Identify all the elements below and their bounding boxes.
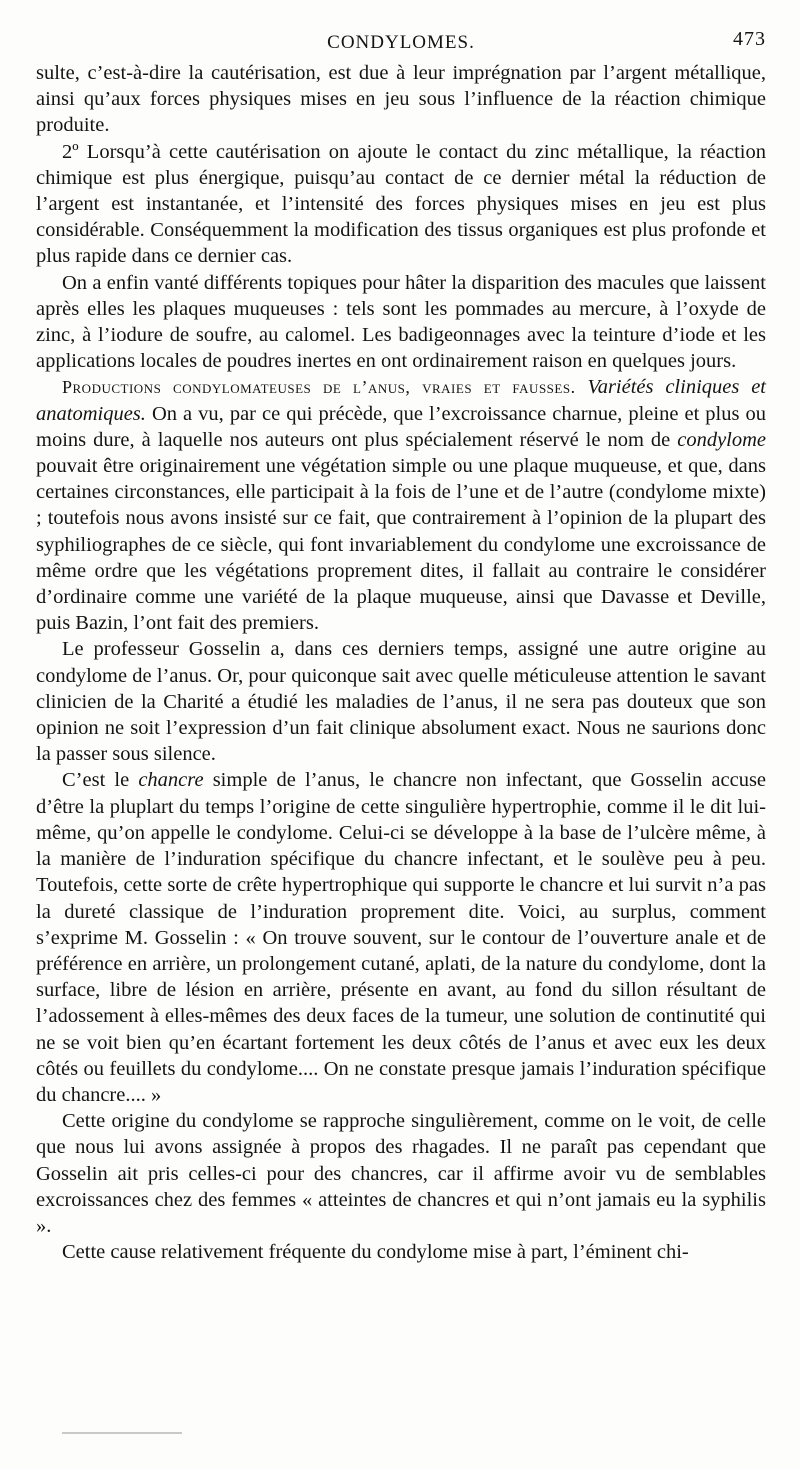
paragraph-text: simple de l’anus, le chancre non infectant, que Gosselin accuse d’être la pluplart du temps l’origine de cette singulière hypertrophie, comme il le dit lui-même, qu’on appelle le condylome. Celui-ci se développe à la base de l’ulcère même, à la manière de l’induration spécifique du chancre infectant, et le soulève peu à peu. Toutefois, cette sorte de crête hypertrophique qui supporte le chancre et lui survit n’a pas la dureté classique de l’induration proprement dite. Voici, au surplus, comment s’exprime M. Gosselin : « On trouve souvent, sur le contour de l’ouverture anale et de préférence en arrière, un prolongement cutané, aplati, de la nature du condylome, dont la surface, libre de lésion en arrière, présente en avant, au fond du sillon résultant de l’adossement à elles-mêmes des deux faces de la tumeur, une solution de continutité qui ne se voit bien qu’en écartant fortement les deux côtés de l’anus et avec eux les deux côtés ou feuillets du condylome.... On ne constate presque jamais l’induration spécifique du chancre.... » — [36, 769, 767, 1106]
print-smudge — [62, 1432, 182, 1434]
paragraph-topiques: On a enfin vanté différents topiques pour hâter la disparition des macules que laissent après elles les plaques muqueuses : tels sont les pommades au mercure, à l’oxyde de zinc, à l’iodure de soufre, au calomel. Les badigeonnages avec la teinture d’iode et les applications locales de poudres inertes en ont ordinairement raison en quelques jours. — [36, 271, 766, 373]
paragraph-point-2: 2º Lorsqu’à cette cautérisation on ajoute le contact du zinc métallique, la réaction chimique est plus énergique, puisqu’au contact de ce dernier métal la réduction de l’argent est instantanée, et l’intensité des forces physiques mises en jeu est plus considérable. Conséquemment la modification des tissus organiques est plus profonde et plus rapide dans ce dernier cas. — [36, 140, 766, 268]
paragraph-productions-condylomateuses — [36, 374, 766, 636]
paragraph-text: pouvait être originairement une végétation simple ou une plaque muqueuse, et que, dans certaines circonstances, elle participait à la fois de l’une et de l’autre (condylome mixte) ; toutefois nous avons insisté sur ce fait, que contrairement à l’opinion de la plupart des syphiliographes de ce siècle, qui font invariablement du condylome une excroissance de même ordre que les végétations proprement dites, il fallait au contraire le considérer d’ordinaire comme une variété de la plaque muqueuse, ainsi que Davasse et Deville, puis Bazin, l’ont fait des premiers. — [36, 455, 766, 635]
page-number: 473 — [733, 28, 766, 50]
running-head — [36, 28, 766, 60]
paragraph-chancre — [36, 767, 766, 1108]
body-text — [36, 60, 766, 1265]
book-page — [36, 28, 766, 1265]
paragraph-origine: Cette origine du condylome se rapproche singulièrement, comme on le voit, de celle que nous lui avons assignée à propos des rhagades. Il ne paraît pas cependant que Gosselin ait pris celles-ci pour des chancres, car il affirme avoir vu de semblables excroissances chez des femmes « atteintes de chancres et qui n’ont jamais eu la syphilis ». — [36, 1110, 766, 1237]
paragraph-cause: Cette cause relativement fréquente du condylome mise à part, l’éminent chi- — [62, 1241, 689, 1264]
paragraph-continuation: sulte, c’est-à-dire la cautérisation, est due à leur imprégnation par l’argent métallique, ainsi qu’aux forces physiques mises en jeu sous l’influence de la réaction chimique produite. — [36, 62, 766, 137]
italic-term: chancre — [138, 769, 204, 792]
running-title: CONDYLOMES. — [327, 32, 475, 53]
paragraph-text: C’est le — [62, 769, 130, 792]
paragraph-gosselin: Le professeur Gosselin a, dans ces derniers temps, assigné une autre origine au condylome de l’anus. Or, pour quiconque sait avec quelle méticuleuse attention le savant clinicien de la Charité a étudié les maladies de l’anus, il ne sera pas douteux que son opinion ne soit l’expression d’un fait clinique absolument exact. Nous ne saurions donc la passer sous silence. — [36, 638, 766, 766]
section-heading: Productions condylomateuses de l’anus, vraies et fausses. — [62, 377, 576, 398]
italic-term: condylome — [677, 428, 767, 451]
section-heading-italic: Variétés cliniques et anatomiques. — [36, 376, 767, 425]
paragraph-text: On a vu, par ce qui précède, que l’excroissance charnue, pleine et plus ou moins dure, à laquelle nos auteurs ont plus spécialement réservé le nom de — [36, 402, 767, 451]
